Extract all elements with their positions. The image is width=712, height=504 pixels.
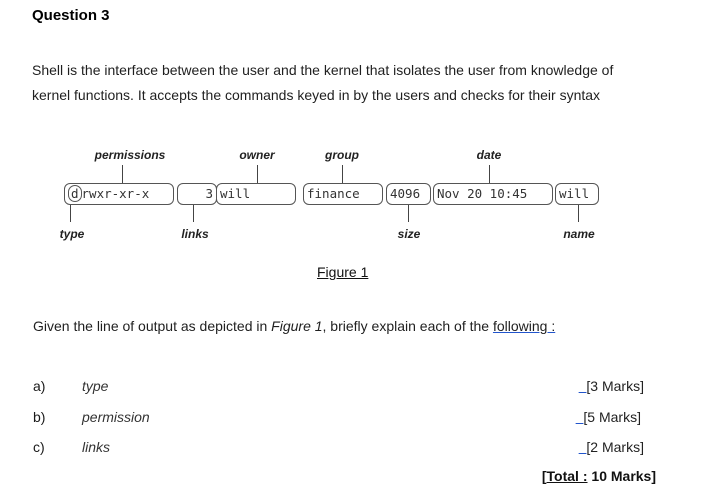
label-links: links: [181, 227, 209, 241]
group-value: finance: [307, 186, 360, 201]
question-heading: Question 3: [32, 7, 110, 24]
label-permissions: permissions: [94, 148, 166, 162]
label-owner: owner: [239, 148, 275, 162]
item-b-marks: [576, 409, 641, 425]
name-value: will: [559, 186, 590, 201]
connector-owner: [257, 165, 258, 183]
item-c-letter: c): [33, 439, 45, 455]
total-label: Total :: [546, 468, 588, 484]
size-value: 4096: [390, 186, 421, 201]
instruction-figure-ref: Figure 1: [271, 318, 323, 334]
item-a-term: type: [82, 378, 109, 394]
size-box: [386, 183, 431, 205]
connector-group: [342, 165, 343, 183]
item-a-marks-text: [3 Marks]: [586, 378, 644, 394]
label-date: date: [476, 148, 502, 162]
total-marks: [542, 468, 656, 484]
item-a-marks: [579, 378, 644, 394]
owner-box: [216, 183, 296, 205]
date-box: [433, 183, 553, 205]
connector-size: [408, 205, 409, 222]
permissions-string: rwxr-xr-x: [81, 186, 150, 201]
permissions-box: [64, 183, 174, 205]
connector-type: [70, 205, 71, 222]
connector-permissions: [122, 165, 123, 183]
item-b-term: permission: [82, 409, 150, 425]
item-a-letter: a): [33, 378, 46, 394]
name-box: [555, 183, 599, 205]
connector-name: [578, 205, 579, 222]
owner-value: will: [220, 186, 251, 201]
instruction-text: [33, 318, 555, 334]
label-name: name: [563, 227, 595, 241]
figure-caption: Figure 1: [317, 264, 369, 280]
links-box: [177, 183, 217, 205]
date-value: Nov 20 10:45: [437, 186, 528, 201]
item-c-marks: [579, 439, 644, 455]
total-open: [: [541, 468, 547, 484]
label-type: type: [59, 227, 85, 241]
instruction-colon: :: [547, 318, 556, 334]
instruction-middle: , briefly explain each of the: [322, 318, 493, 334]
instruction-following: following: [492, 318, 548, 334]
intro-line-2: kernel functions. It accepts the commands keyed in by the users and checks for their syntax: [32, 87, 601, 103]
links-value: 3: [205, 186, 213, 201]
item-c-term: links: [82, 439, 111, 455]
group-box: [303, 183, 383, 205]
label-group: group: [325, 148, 359, 162]
label-size: size: [397, 227, 421, 241]
item-b-letter: b): [33, 409, 46, 425]
type-char: d: [68, 185, 82, 202]
total-value: 10 Marks]: [587, 468, 656, 484]
connector-date: [489, 165, 490, 183]
connector-links: [193, 205, 194, 222]
item-b-marks-text: [5 Marks]: [583, 409, 641, 425]
item-c-marks-text: [2 Marks]: [586, 439, 644, 455]
instruction-before: Given the line of output as depicted in: [33, 318, 272, 334]
intro-line-1: Shell is the interface between the user and the kernel that isolates the user from knowledge of: [32, 62, 614, 78]
